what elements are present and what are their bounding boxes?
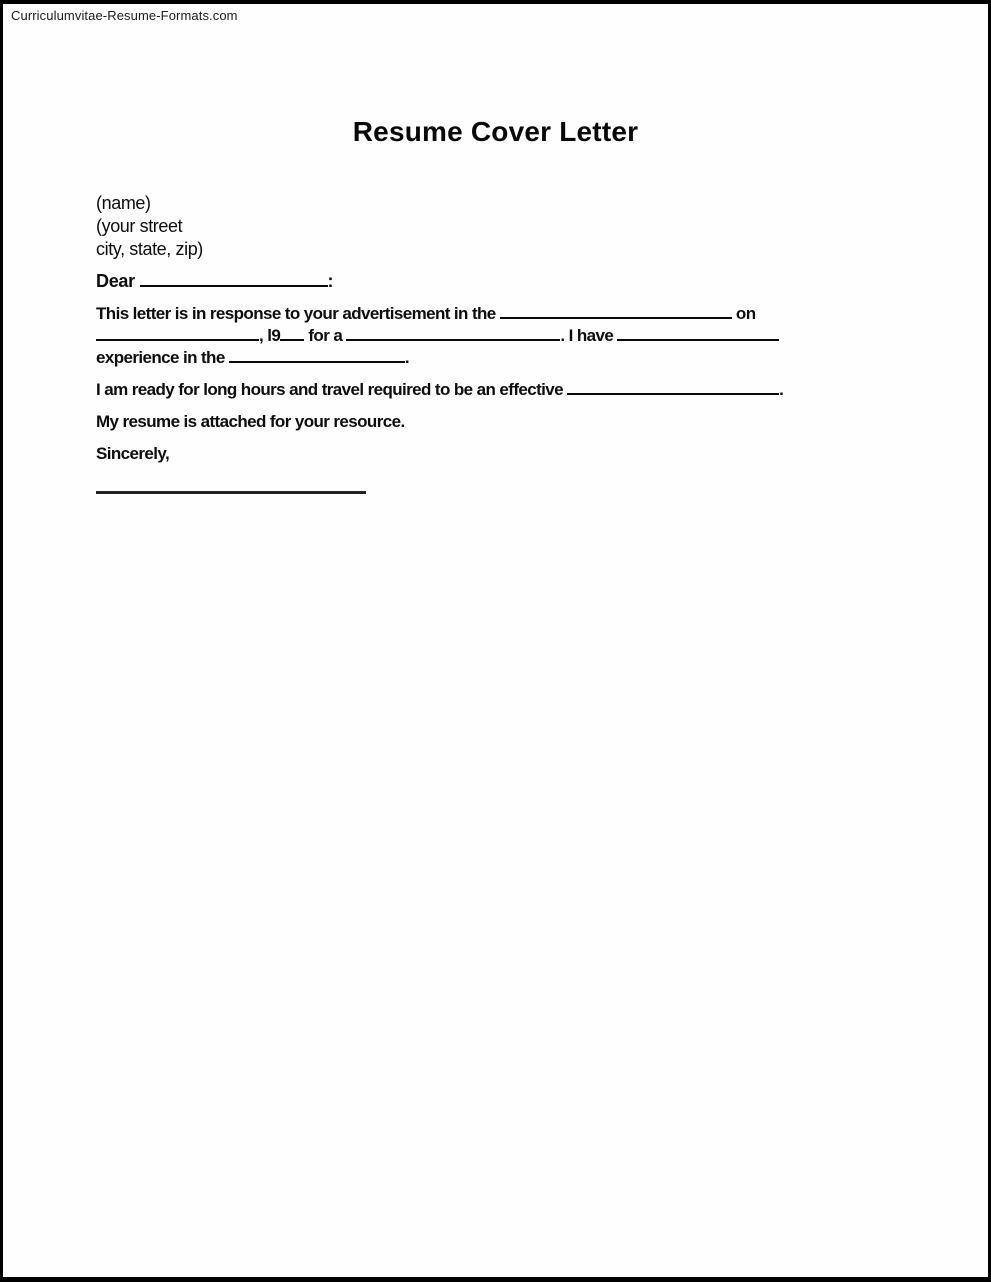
year-blank [280, 325, 304, 341]
field-blank [229, 347, 405, 363]
address-line-name: (name) [96, 193, 151, 213]
closing-line: Sincerely, [96, 444, 170, 463]
address-line-city-state-zip: city, state, zip) [96, 239, 203, 259]
date-blank [96, 325, 259, 341]
publication-blank [500, 303, 732, 319]
watermark-text: Curriculumvitae-Resume-Formats.com [11, 8, 238, 23]
salutation-prefix: Dear [96, 271, 140, 291]
p1-l2-i-have: . I have [560, 326, 618, 345]
paragraph1-line3 [96, 347, 928, 369]
signature-line [96, 491, 366, 494]
p1-l3-text: experience in the [96, 348, 229, 367]
salutation-blank [140, 270, 328, 287]
effective-text: I am ready for long hours and travel required to be an effective [96, 380, 568, 399]
p1-l1-text: This letter is in response to your advertisement in the [96, 304, 500, 323]
address-line-street: (your street [96, 216, 183, 236]
page-title: Resume Cover Letter [352, 116, 639, 147]
effective-role-blank [567, 379, 779, 395]
effective-period: . [779, 380, 784, 399]
salutation-line [96, 270, 928, 293]
effective-sentence-line [96, 379, 928, 401]
letter-body [96, 192, 928, 494]
experience-amount-blank [617, 325, 779, 341]
p1-l2-for-a: for a [304, 326, 347, 345]
paragraph1-line1 [96, 303, 928, 325]
p1-l2-comma-l9: , l9 [259, 326, 281, 345]
resume-attached-line: My resume is attached for your resource. [96, 412, 405, 431]
salutation-colon: : [327, 271, 334, 291]
p1-l3-period: . [404, 348, 409, 367]
position-blank [346, 325, 560, 341]
paragraph1-line2 [96, 325, 928, 347]
p1-l1-on: on [731, 304, 756, 323]
